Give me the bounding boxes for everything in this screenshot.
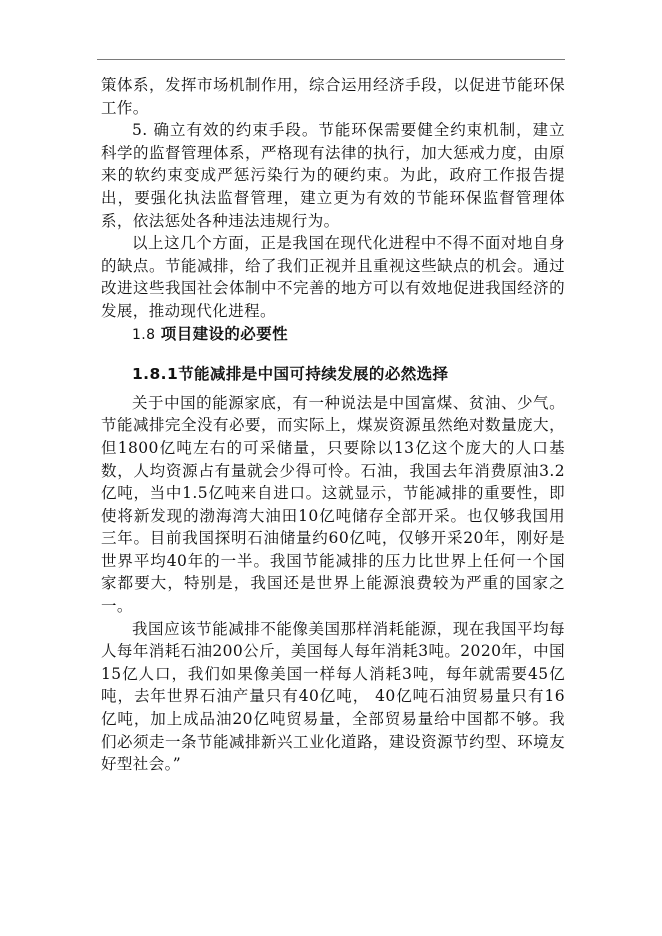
- section-title: 项目建设的必要性: [160, 324, 288, 343]
- subsection-heading: 1.8.1节能减排是中国可持续发展的必然选择: [132, 365, 449, 384]
- paragraph-oil-consumption: 我国应该节能减排不能像美国那样消耗能源，现在我国平均每人每年消耗石油200公斤，美国每人每年消耗3吨。2020年，中国15亿人口，我们如果像美国一样每人消耗3吨，每年就需要45亿吨，去年世界石油产量只有40亿吨， 40亿吨石油贸易量只有16亿吨，加上成品油20亿吨贸易量，全部贸易量给中国都不够。我们必须走一条节能减排新兴工业化道路，建设资源节约型、环境友好型社会。”: [101, 619, 565, 774]
- paragraph-energy-reserves: 关于中国的能源家底，有一种说法是中国富煤、贫油、少气。节能减排完全没有必要，而实际上，煤炭资源虽然绝对数量庞大，但1800亿吨左右的可采储量，只要除以13亿这个庞大的人口基数，人均资源占有量就会少得可怜。石油，我国去年消费原油3.2亿吨，当中1.5亿吨来自进口。这就显示，节能减排的重要性，即使将新发现的渤海湾大油田10亿吨储存全部开采。也仅够我国用三年。目前我国探明石油储量约60亿吨，仅够开采20年，刚好是世界平均40年的一半。我国节能减排的压力比世界上任何一个国家都要大，特别是，我国还是世界上能源浪费较为严重的国家之一。: [101, 393, 565, 616]
- document-body: [101, 74, 565, 776]
- paragraph-summary: 以上这几个方面，正是我国在现代化进程中不得不面对地自身的缺点。节能减排，给了我们正视并且重视这些缺点的机会。通过改进这些我国社会体制中不完善的地方可以有效地促进我国经济的发展，推动现代化进程。: [101, 234, 565, 320]
- header-rule: [97, 59, 565, 60]
- section-heading: [101, 323, 565, 347]
- paragraph-continued: 策体系，发挥市场机制作用，综合运用经济手段，以促进节能环保工作。: [101, 76, 565, 117]
- paragraph-constraint-measures: 5. 确立有效的约束手段。节能环保需要健全约束机制，建立科学的监督管理体系，严格现有法律的执行，加大惩戒力度，由原来的软约束变成严惩污染行为的硬约束。为此，政府工作报告提出，要强化执法监督管理，建立更为有效的节能环保监督管理体系，依法惩处各种违法违规行为。: [101, 121, 565, 230]
- section-number: 1.8: [132, 326, 156, 343]
